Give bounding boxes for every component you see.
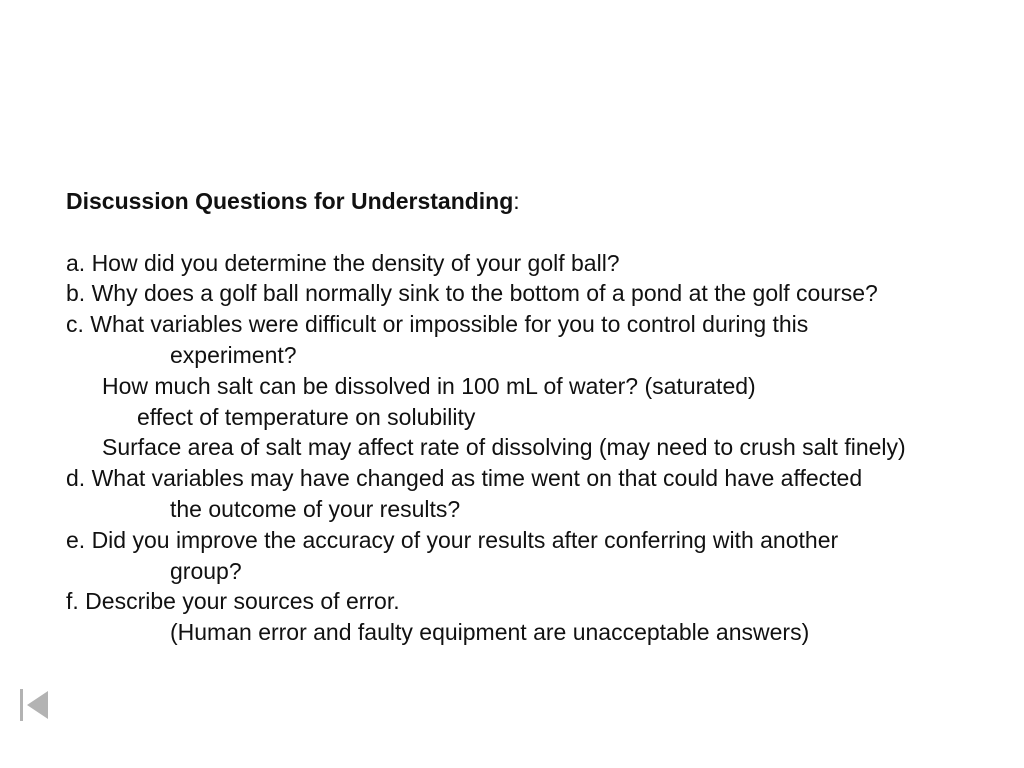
- question-c-note-temperature: effect of temperature on solubility: [137, 403, 476, 430]
- section-heading: [66, 186, 1016, 217]
- question-c: c. What variables were difficult or impossible for you to control during this: [66, 311, 809, 338]
- spacer: [66, 217, 1016, 248]
- question-c-note-salt: How much salt can be dissolved in 100 mL of water? (saturated): [102, 372, 756, 399]
- heading-title: Discussion Questions for Understanding: [66, 188, 514, 214]
- question-f-continued: (Human error and faulty equipment are unacceptable answers): [170, 619, 810, 646]
- question-e: e. Did you improve the accuracy of your results after conferring with another: [66, 526, 839, 553]
- question-b: b. Why does a golf ball normally sink to the bottom of a pond at the golf course?: [66, 280, 878, 307]
- first-slide-icon: [18, 688, 50, 722]
- question-d-continued: the outcome of your results?: [170, 495, 461, 522]
- question-d: d. What variables may have changed as time went on that could have affected: [66, 465, 863, 492]
- question-c-note-surface-area: Surface area of salt may affect rate of dissolving (may need to crush salt finely): [102, 434, 906, 461]
- question-c-continued: experiment?: [170, 341, 297, 368]
- heading-colon: :: [513, 188, 520, 214]
- discussion-questions: [66, 186, 1016, 648]
- first-slide-button[interactable]: [18, 688, 50, 722]
- question-a: a. How did you determine the density of your golf ball?: [66, 249, 620, 276]
- question-e-continued: group?: [170, 557, 242, 584]
- question-f: f. Describe your sources of error.: [66, 588, 400, 615]
